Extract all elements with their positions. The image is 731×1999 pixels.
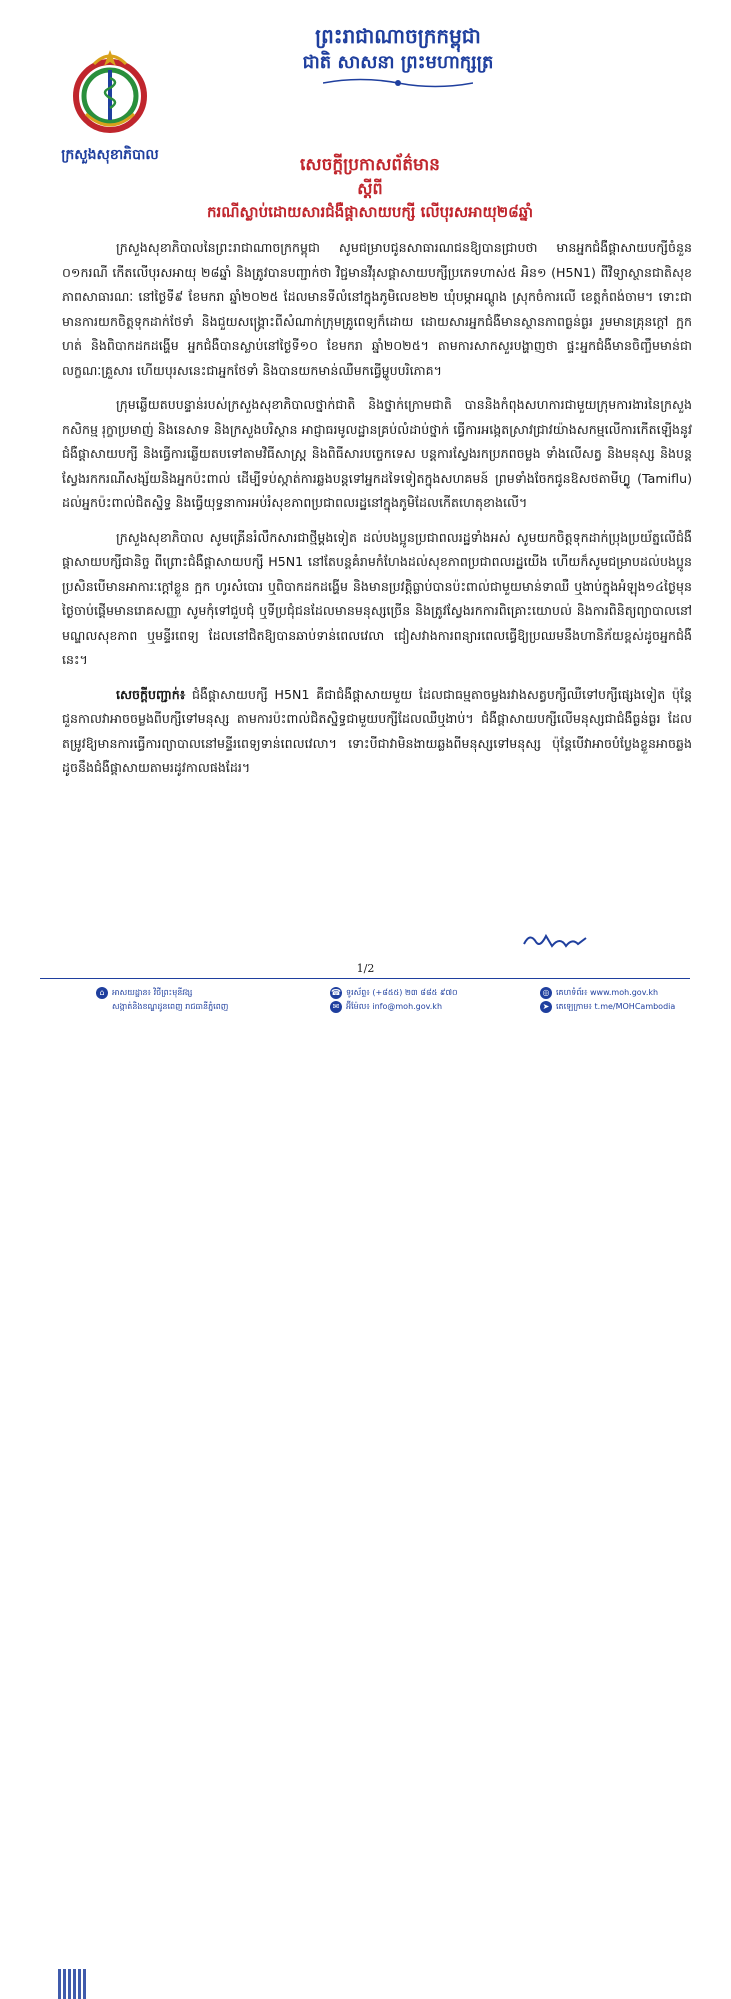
qr-code-icon (58, 1969, 88, 1999)
footer-website[interactable]: គេហទំព័រ៖ www.moh.gov.kh (556, 988, 659, 997)
footer-phone: ទូរស័ព្ទ៖ (+៨៥៥) ២៣ ៨៨៥ ៩៧០ (346, 988, 458, 997)
title-regarding: ស្តីពី (357, 179, 383, 198)
title-press-release: សេចក្តីប្រកាសព័ត៌មាន (300, 155, 440, 175)
footer (0, 982, 731, 1024)
signature-initials (520, 928, 600, 950)
paragraph-1: ក្រសួងសុខាភិបាលនៃព្រះរាជាណាចក្រកម្ពុជា សូមជម្រាបជូនសាធារណជនឱ្យបានជ្រាបថា មានអ្នកជំងឺផ្តាសាយបក្សីចំនួន ០១ករណី កើតលើបុរសអាយុ ២៨ឆ្នាំ និងត្រូវបានបញ្ជាក់ថា វិជ្ជមានវីរុសផ្តាសាយបក្សីប្រភេទហាស់៥ អិន១ (H5N1) ពីវិទ្យាស្ថានជាតិសុខភាពសាធារណៈ នៅថ្ងៃទី៩ ខែមករា ឆ្នាំ២០២៥ ដែលមានទីលំនៅក្នុងភូមិលេខ២២ ឃុំបម្កាអណ្តូង ស្រុកចំការលើ ខេត្តកំពង់ចាម។ ទោះជាមានការយកចិត្តទុកដាក់ថែទាំ និងជួយសង្គ្រោះពីសំណាក់ក្រុមគ្រូពេទ្យក៏ដោយ ដោយសារអ្នកជំងឺមានស្ថានភាពធ្ងន់ធ្ងរ រួមមានគ្រុនក្តៅ ក្អក ហត់ និងពិបាកដកដង្ហើម អ្នកជំងឺបានស្លាប់នៅថ្ងៃទី១០ ខែមករា ឆ្នាំ២០២៥។ តាមការសាកសួរបង្ហាញថា ផ្ទះអ្នកជំងឺមានចិញ្ចឹមមាន់ជាលក្ខណៈគ្រួសារ ហើយបុរសនេះជាអ្នកថែទាំ និងបានយកមាន់ឈឺមកធ្វើម្ហូបបរិភោគ។ (62, 240, 692, 378)
note-paragraph (62, 683, 692, 781)
footer-email[interactable]: អ៊ីម៉ែល៖ info@moh.gov.kh (346, 1002, 443, 1011)
page-number: 1/2 (356, 962, 375, 975)
footer-address-line-1: អាសយដ្ឋាន៖ វិថីព្រះមុនីវង្ស (112, 988, 193, 997)
title-subject: ករណីស្លាប់ដោយសារជំងឺផ្តាសាយបក្សី លើបុរសអាយុ២៨ឆ្នាំ (206, 203, 534, 221)
note-text: ជំងឺផ្តាសាយបក្សី H5N1 គឺជាជំងឺផ្តាសាយមួយ ដែលជាធម្មតាចម្លងរវាងសត្វបក្សីឈឺទៅបក្សីផ្សេងទៀត ប៉ុន្តែជួនកាលវាអាចចម្លងពីបក្សីទៅមនុស្ស តាមការប៉ះពាល់ជិតស្និទ្ធជាមួយបក្សីដែលឈឺឬងាប់។ ជំងឺផ្តាសាយបក្សីលើមនុស្សជាជំងឺធ្ងន់ធ្ងរ ដែលតម្រូវឱ្យមានការធ្វើការព្យាបាលនៅមន្ទីរពេទ្យទាន់ពេលវេលា។ ទោះបីជាវាមិនងាយឆ្លងពីមនុស្សទៅមនុស្ស ប៉ុន្តែបើវាអាចបំប្លែងខ្លួនអាចឆ្លង ដូចនឹងជំងឺផ្តាសាយតាមរដូវកាលផងដែរ។ (62, 686, 692, 775)
globe-icon: ◎ (540, 987, 552, 999)
ministry-name: ក្រសួងសុខាភិបាល (61, 147, 159, 163)
ministry-logo (64, 44, 156, 140)
telegram-icon: ➤ (540, 1001, 552, 1013)
footer-contact (330, 986, 458, 1014)
location-icon: ⌂ (96, 987, 108, 999)
kingdom-header (248, 22, 548, 76)
footer-address (96, 986, 228, 1014)
footer-online (540, 986, 675, 1014)
document-title (110, 152, 630, 224)
footer-divider (40, 978, 690, 979)
document-body (62, 236, 692, 781)
email-icon: ✉ (330, 1001, 342, 1013)
note-label: សេចក្តីបញ្ជាក់៖ (116, 686, 186, 702)
footer-address-line-2: សង្កាត់និងខណ្ឌដូនពេញ រាជធានីភ្នំពេញ (112, 1002, 229, 1011)
kingdom-motto: ជាតិ សាសនា ព្រះមហាក្សត្រ (302, 52, 494, 73)
header-flourish (323, 76, 473, 90)
footer-telegram[interactable]: តេឡេក្រាម៖ t.me/MOHCambodia (556, 1002, 676, 1011)
phone-icon: ☎ (331, 987, 341, 997)
paragraph-2: ក្រុមឆ្លើយតបបន្ទាន់របស់ក្រសួងសុខាភិបាលថ្នាក់ជាតិ និងថ្នាក់ក្រោមជាតិ បាននិងកំពុងសហការជាមួយក្រុមការងារនៃក្រសួងកសិកម្ម រុក្ខាប្រមាញ់ និងនេសាទ និងក្រសួងបរិស្ថាន អាជ្ញាធរមូលដ្ឋានគ្រប់លំដាប់ថ្នាក់ ធ្វើការអង្កេតស្រាវជ្រាវយ៉ាងសកម្មលើការកើតឡើងនូវជំងឺផ្តាសាយបក្សី និងធ្វើការឆ្លើយតបទៅតាមវិធីសាស្ត្រ និងពិធីសារបច្ចេកទេស បន្តការស្វែងរកប្រភពចម្លង ទាំងលើសត្វ និងមនុស្ស និងបន្តស្វែងរកករណីសង្ស័យនិងអ្នកប៉ះពាល់ ដើម្បីទប់ស្កាត់ការឆ្លងបន្តទៅអ្នកដទៃទៀតក្នុងសហគមន៍ ព្រមទាំងចែកជូនឱសថតាមីហ្វ្លូ (Tamiflu) ដល់អ្នកប៉ះពាល់ជិតស្និទ្ធ និងធ្វើយុទ្ធនាការអប់រំសុខភាពប្រជាពលរដ្ឋនៅក្នុងភូមិដែលកើតហេតុខាងលើ។ (62, 397, 692, 510)
paragraph-3: ក្រសួងសុខាភិបាល សូមគ្រើនរំលឹកសារជាថ្មីម្តងទៀត ដល់បងប្អូនប្រជាពលរដ្ឋទាំងអស់ សូមយកចិត្តទុកដាក់ប្រុងប្រយ័ត្នលើជំងឺផ្តាសាយបក្សីជានិច្ច ពីព្រោះជំងឺផ្តាសាយបក្សី H5N1 នៅតែបន្តគំរាមកំហែងដល់សុខភាពប្រជាពលរដ្ឋយើង ហើយក៏សូមជម្រាបដល់បងប្អូន ប្រសិនបើមានអាការៈក្តៅខ្លួន ក្អក ហូរសំបោរ ឬពិបាកដកដង្ហើម និងមានប្រវត្តិធ្លាប់បានប៉ះពាល់ជាមួយមាន់ទាឈឺ ឬងាប់ក្នុងអំឡុង១៤ថ្ងៃមុនថ្ងៃចាប់ផ្តើមមានរោគសញ្ញា សូមកុំទៅជួបជុំ ឬទីប្រជុំជនដែលមានមនុស្សច្រើន និងត្រូវស្វែងរកការពិគ្រោះយោបល់ និងការពិនិត្យព្យាបាលនៅមណ្ឌលសុខភាព ឬមន្ទីរពេទ្យ ដែលនៅជិតឱ្យបានឆាប់ទាន់ពេលវេលា ជៀសវាងការពន្យារពេលធ្វើឱ្យប្រឈមនឹងហានិភ័យខ្ពស់ដូចអ្នកជំងឺនេះ។ (62, 529, 692, 667)
kingdom-line-1: ព្រះរាជាណាចក្រកម្ពុជា (315, 24, 481, 48)
